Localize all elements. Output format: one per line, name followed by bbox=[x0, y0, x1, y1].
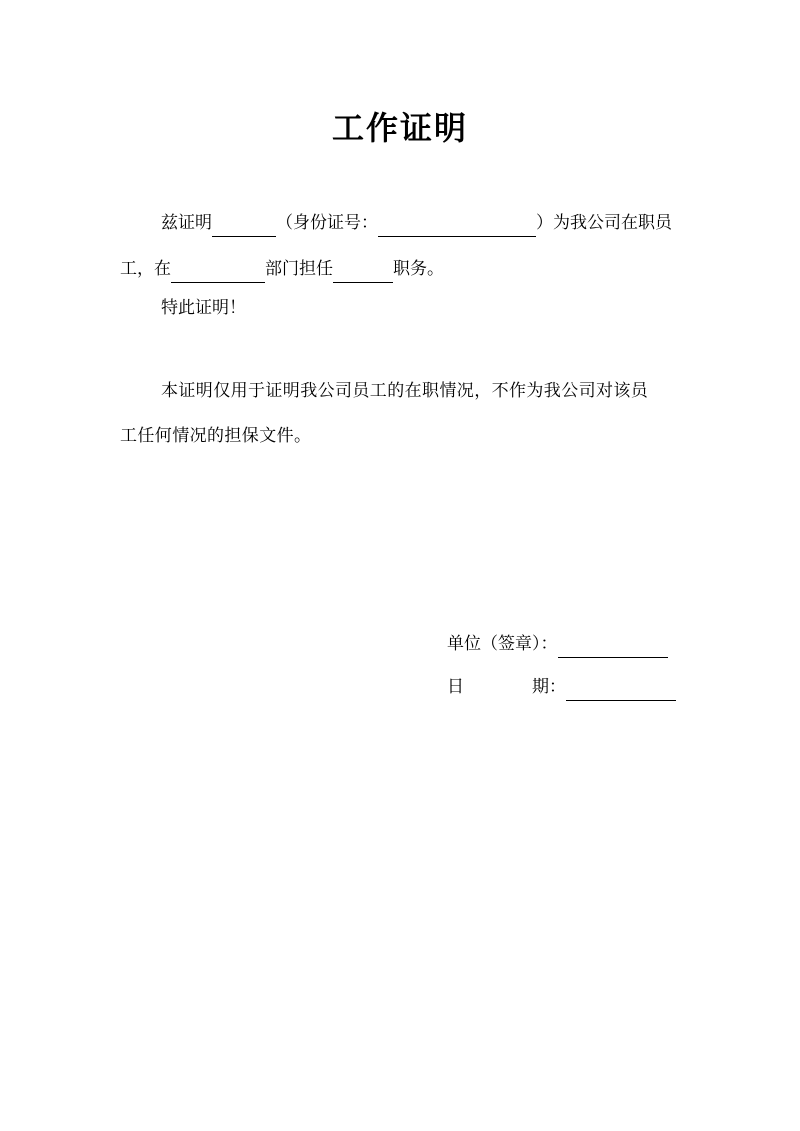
certify-text: 兹证明 bbox=[161, 213, 212, 233]
date-label-first: 日 bbox=[447, 677, 464, 697]
unit-signature-blank bbox=[558, 635, 668, 658]
date-label-second: 期： bbox=[532, 677, 566, 697]
date-blank bbox=[566, 678, 676, 701]
certificate-line-2 bbox=[120, 255, 444, 283]
certificate-line-1 bbox=[161, 209, 672, 237]
id-number-label: （身份证号： bbox=[276, 213, 378, 233]
position-blank bbox=[333, 260, 393, 283]
unit-signature-label: 单位（签章）： bbox=[447, 634, 558, 654]
position-suffix-text: 职务。 bbox=[393, 259, 444, 279]
date-row bbox=[447, 673, 676, 701]
unit-signature-row bbox=[447, 630, 668, 658]
disclaimer-line-2: 工任何情况的担保文件。 bbox=[120, 426, 312, 446]
department-prefix-text: 工，在 bbox=[120, 259, 171, 279]
department-blank bbox=[171, 260, 265, 283]
name-blank bbox=[212, 214, 276, 237]
employee-status-text: ）为我公司在职员 bbox=[536, 213, 672, 233]
document-title: 工作证明 bbox=[331, 109, 468, 147]
closing-text: 特此证明！ bbox=[161, 298, 246, 318]
disclaimer-line-1: 本证明仅用于证明我公司员工的在职情况，不作为我公司对该员 bbox=[161, 381, 649, 401]
department-text: 部门担任 bbox=[265, 259, 333, 279]
id-number-blank bbox=[378, 214, 536, 237]
